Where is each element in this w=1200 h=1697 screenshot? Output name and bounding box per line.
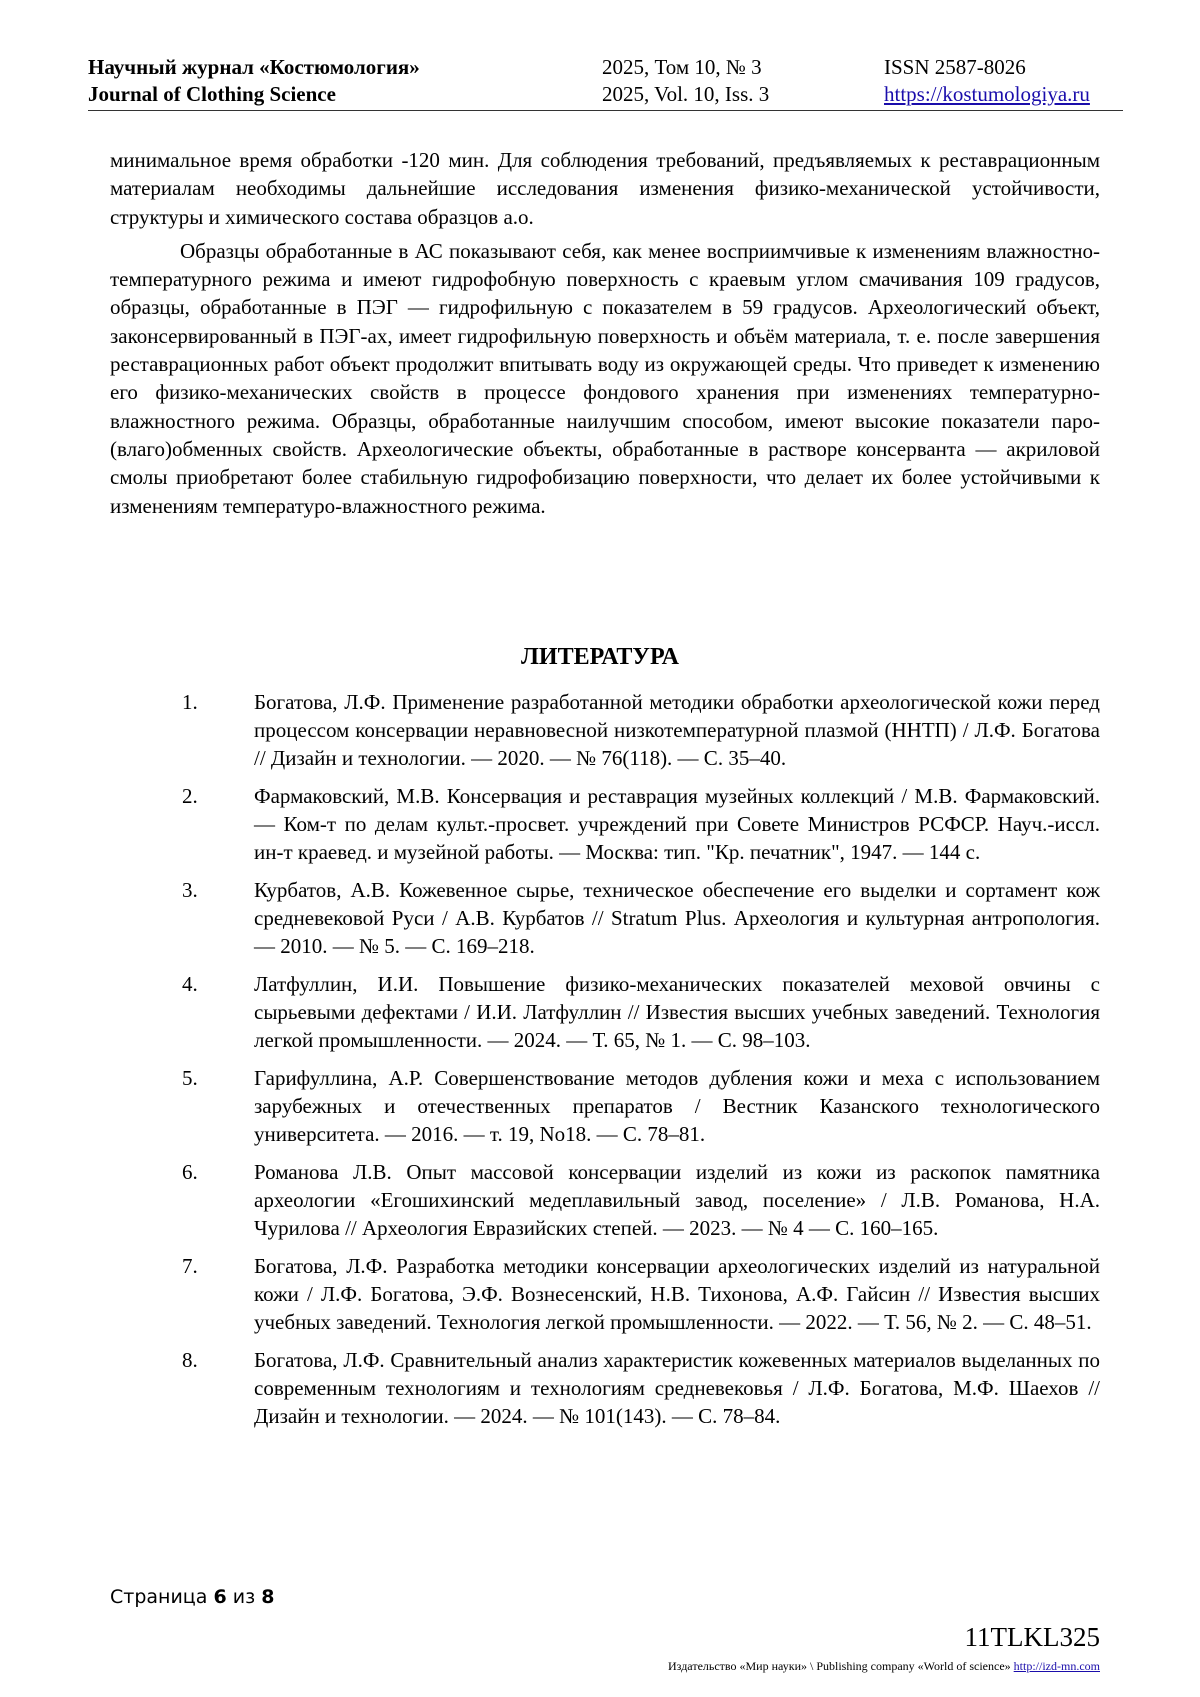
issn-info — [884, 54, 1090, 108]
reference-text: Богатова, Л.Ф. Сравнительный анализ характеристик кожевенных материалов выделанных по современным технологиям и технологиям средневековья / Л.Ф. Богатова, М.Ф. Шаехов // Дизайн и технологии. — 2024. — № 101(143). — С. 78–84. — [254, 1348, 1100, 1428]
page-label: Страница — [110, 1586, 208, 1608]
reference-item — [110, 876, 1100, 960]
article-code: 11TLKL325 — [964, 1622, 1100, 1652]
page-total: 8 — [261, 1586, 275, 1608]
issn: ISSN 2587-8026 — [884, 55, 1026, 79]
reference-item — [110, 688, 1100, 772]
page-of: из — [232, 1586, 256, 1608]
reference-number: 1. — [182, 690, 198, 714]
reference-item — [110, 782, 1100, 866]
reference-text: Фармаковский, М.В. Консервация и реставрация музейных коллекций / М.В. Фармаковский. — Ком-т по делам культ.-просвет. учреждений при Совете Министров РСФСР. Науч.-иссл. ин-т краевед. и музейной работы. — Москва: тип. "Кр. печатник", 1947. — 144 с. — [254, 784, 1100, 864]
reference-number: 8. — [182, 1348, 198, 1372]
issue-info — [602, 54, 769, 108]
reference-number: 7. — [182, 1254, 198, 1278]
reference-number: 3. — [182, 878, 198, 902]
journal-title-en: Journal of Clothing Science — [88, 82, 336, 106]
running-header — [88, 54, 1123, 111]
reference-item — [110, 1064, 1100, 1148]
reference-item — [110, 1158, 1100, 1242]
reference-text: Богатова, Л.Ф. Разработка методики консервации археологических изделий из натуральной кожи / Л.Ф. Богатова, Э.Ф. Вознесенский, Н.В. Тихонова, А.Ф. Гайсин // Известия высших учебных заведений. Технология легкой промышленности. — 2022. — Т. 56, № 2. — С. 48–51. — [254, 1254, 1100, 1334]
publisher-text: Издательство «Мир науки» \ Publishing company «World of science» — [668, 1659, 1011, 1673]
reference-text: Гарифуллина, А.Р. Совершенствование методов дубления кожи и меха с использованием зарубежных и отечественных препаратов / Вестник Казанского технологического университета. — 2016. — т. 19, No18. — С. 78–81. — [254, 1066, 1100, 1146]
reference-text: Латфуллин, И.И. Повышение физико-механических показателей меховой овчины с сырьевыми дефектами / И.И. Латфуллин // Известия высших учебных заведений. Технология легкой промышленности. — 2024. — Т. 65, № 1. — С. 98–103. — [254, 972, 1100, 1052]
journal-title — [88, 54, 420, 108]
reference-item — [110, 1252, 1100, 1336]
reference-text: Курбатов, А.В. Кожевенное сырье, техническое обеспечение его выделки и сортамент кож средневековой Руси / А.В. Курбатов // Stratum Plus. Археология и культурная антропология. — 2010. — № 5. — С. 169–218. — [254, 878, 1100, 958]
references-heading: ЛИТЕРАТУРА — [521, 644, 679, 670]
reference-number: 6. — [182, 1160, 198, 1184]
reference-number: 4. — [182, 972, 198, 996]
body-text — [110, 146, 1100, 526]
reference-text: Богатова, Л.Ф. Применение разработанной методики обработки археологической кожи перед процессом консервации неравновесной низкотемпературной плазмой (ННТП) / Л.Ф. Богатова // Дизайн и технологии. — 2020. — № 76(118). — С. 35–40. — [254, 690, 1100, 770]
page-number — [110, 1586, 274, 1608]
reference-item — [110, 970, 1100, 1054]
journal-link[interactable]: https://kostumologiya.ru — [884, 82, 1090, 106]
issue-en: 2025, Vol. 10, Iss. 3 — [602, 82, 770, 106]
reference-item — [110, 1346, 1100, 1430]
reference-number: 5. — [182, 1066, 198, 1090]
journal-title-ru: Научный журнал «Костюмология» — [88, 55, 420, 79]
references-list — [110, 688, 1100, 1440]
publisher-line — [668, 1659, 1100, 1674]
publisher-link[interactable]: http://izd-mn.com — [1013, 1659, 1100, 1673]
page-current: 6 — [213, 1586, 227, 1608]
reference-text: Романова Л.В. Опыт массовой консервации изделий из кожи из раскопок памятника археологии «Егошихинский медеплавильный завод, поселение» / Л.В. Романова, Н.А. Чурилова // Археология Евразийских степей. — 2023. — № 4 — С. 160–165. — [254, 1160, 1100, 1240]
paragraph-continuation: минимальное время обработки -120 мин. Для соблюдения требований, предъявляемых к реставрационным материалам необходимы дальнейшие исследования изменения физико-механической устойчивости, структуры и химического состава образцов а.о. — [110, 148, 1100, 229]
issue-ru: 2025, Том 10, № 3 — [602, 55, 762, 79]
paragraph-conclusion: Образцы обработанные в АС показывают себя, как менее восприимчивые к изменениям влажностно-температурного режима и имеют гидрофобную поверхность с краевым углом смачивания 109 градусов, образцы, обработанные в ПЭГ — гидрофильную с показателем в 59 градусов. Археологический объект, законсервированный в ПЭГ-ах, имеет гидрофильную поверхность и объём материала, т. е. после завершения реставрационных работ объект продолжит впитывать воду из окружающей среды. Что приведет к изменению его физико-механических свойств в процессе фондового хранения при изменениях температурно-влажностного режима. Образцы, обработанные наилучшим способом, имеют высокие показатели паро-(влаго)обменных свойств. Археологические объекты, обработанные в растворе консерванта — акриловой смолы приобретают более стабильную гидрофобизацию поверхности, что делает их более устойчивыми к изменениям температуро-влажностного режима. — [110, 238, 1100, 518]
reference-number: 2. — [182, 784, 198, 808]
